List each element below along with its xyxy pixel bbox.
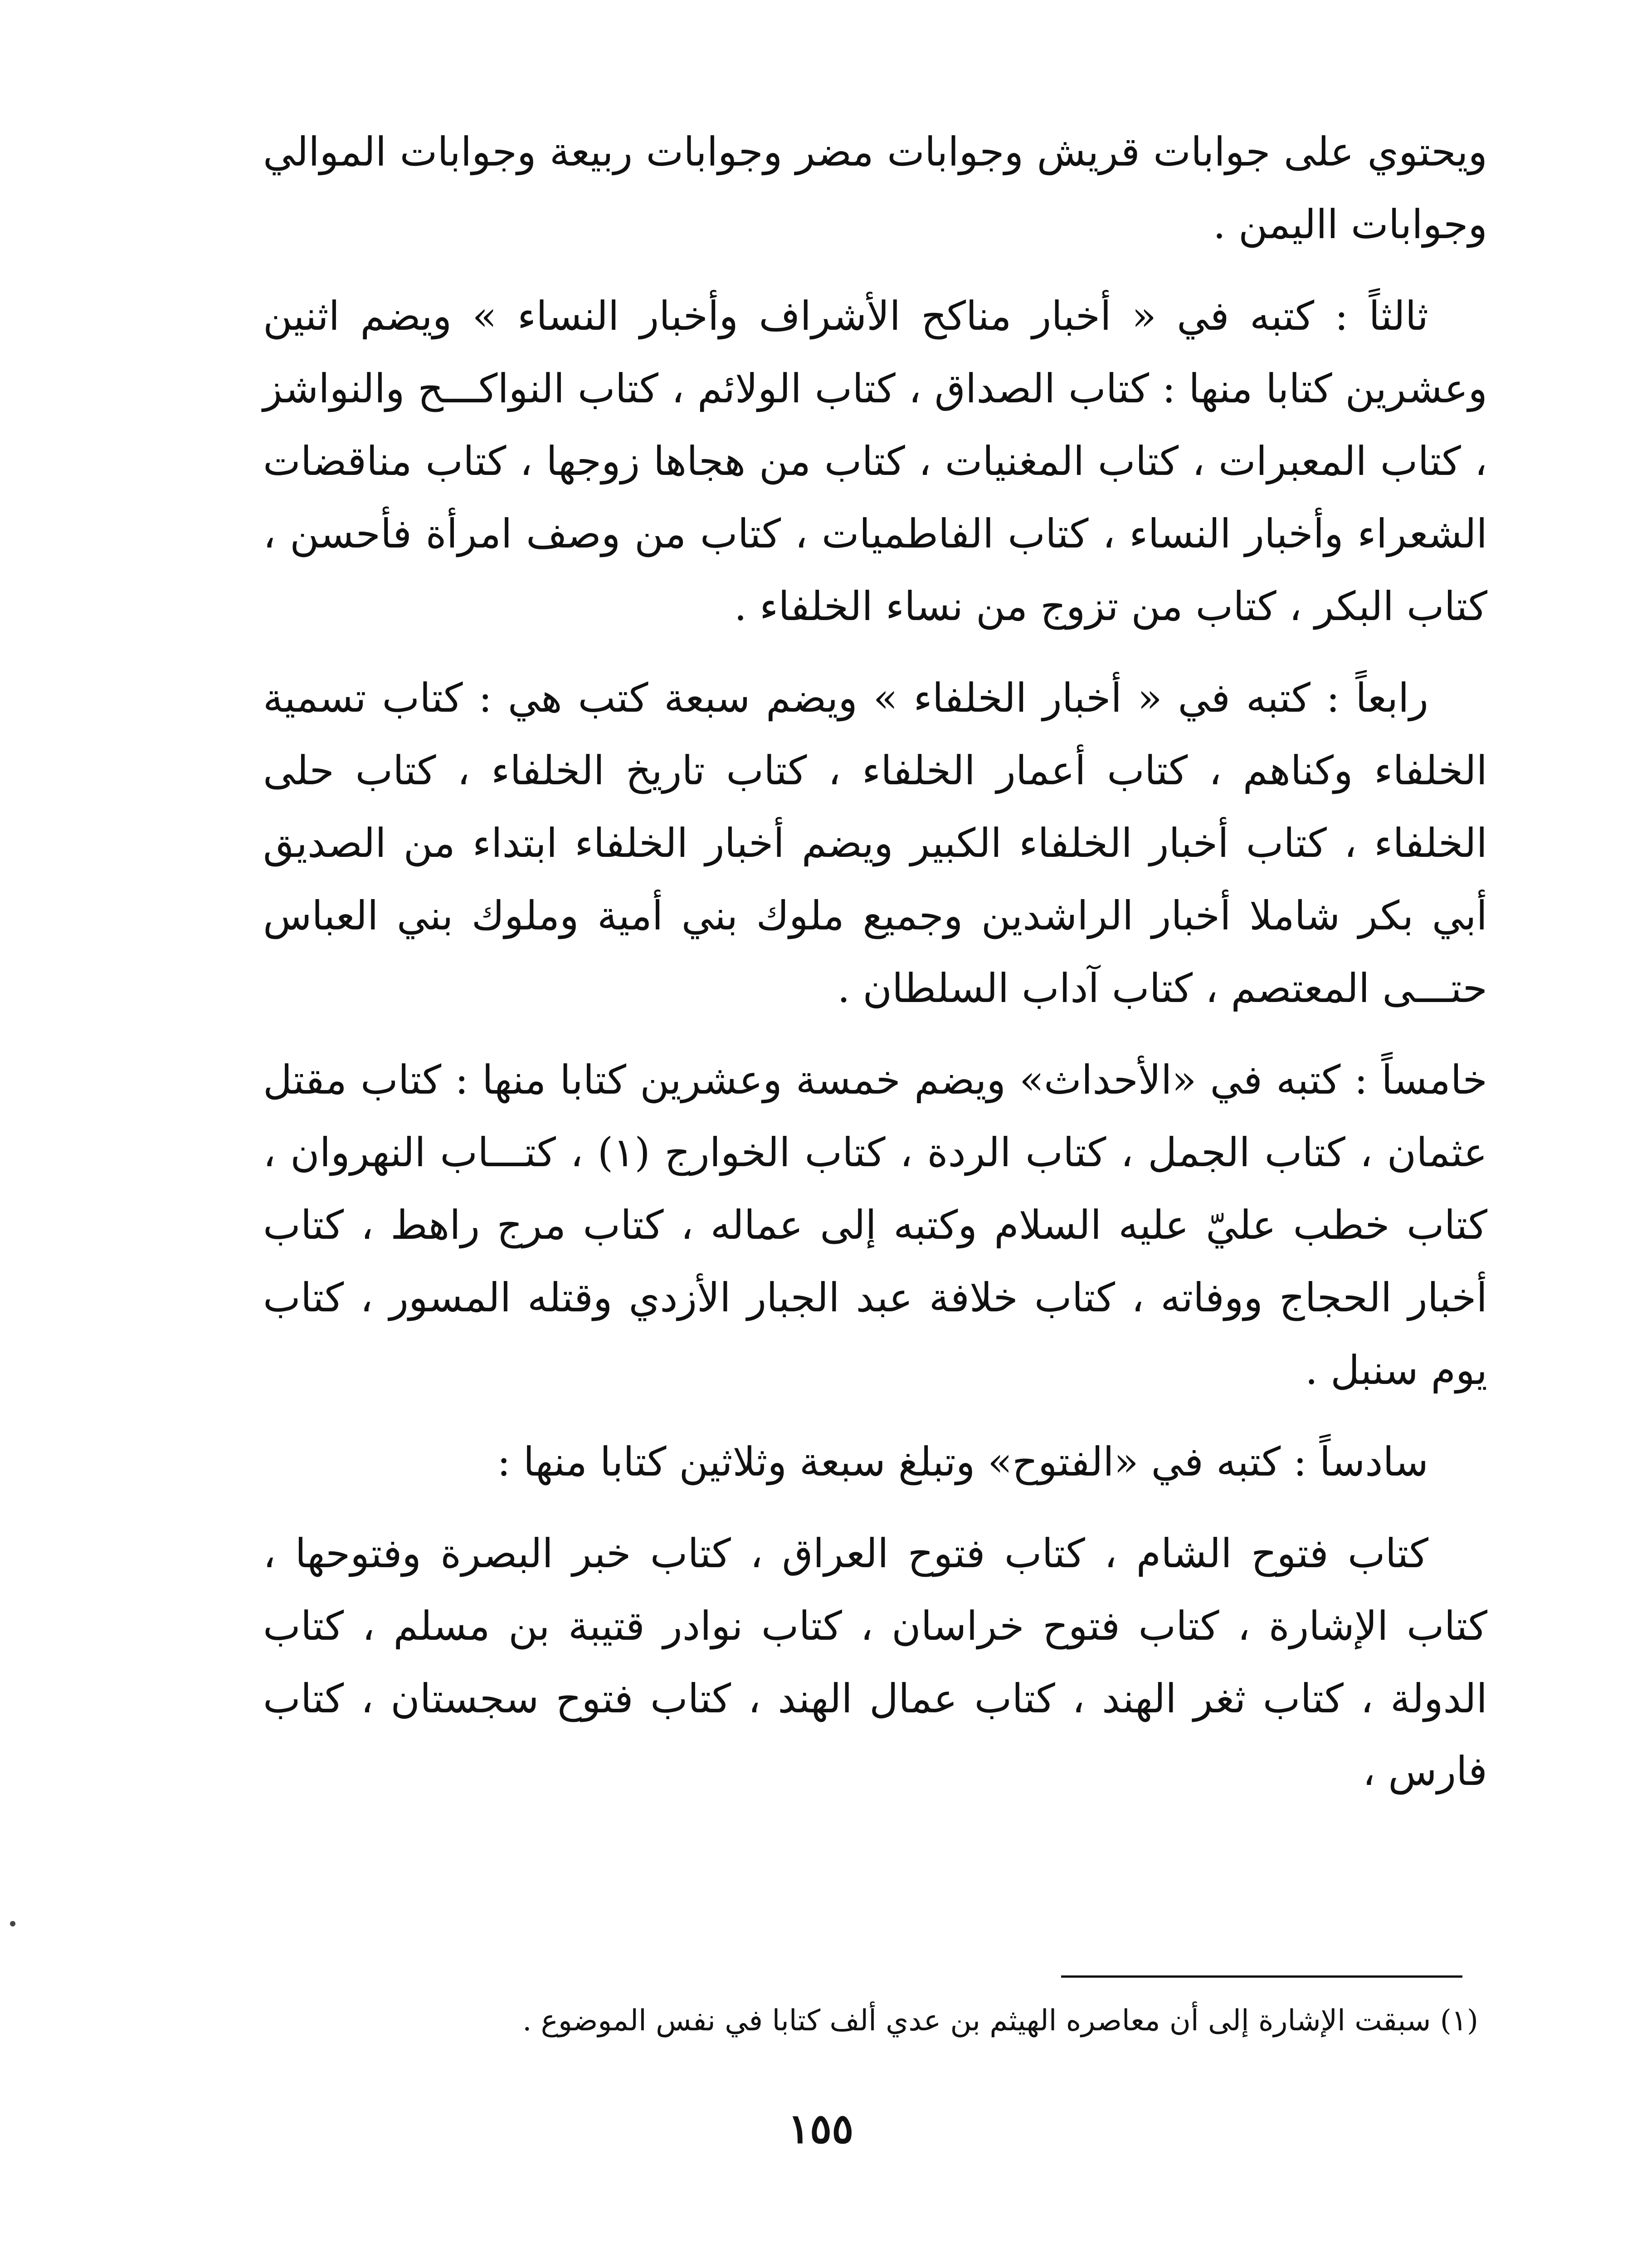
paragraph-conquests-list: كتاب فتوح الشام ، كتاب فتوح العراق ، كتاب خبر البصرة وفتوحها ، كتاب الإشارة ، كتاب فتوح خراسان ، كتاب نوادر قتيبة بن مسلم ، كتاب الدولة ، كتاب ثغر الهند ، كتاب عمال الهند ، كتاب فتوح سجستان ، كتاب فارس ، [263, 1530, 1487, 1794]
main-text-column [263, 116, 1487, 1827]
scan-speck [10, 1921, 15, 1926]
paragraph-intro-continuation: ويحتوي على جوابات قريش وجوابات مضر وجوابات ربيعة وجوابات الموالي وجوابات االيمن . [263, 128, 1487, 248]
paragraph-sixth-section-heading: سادساً : كتبه في «الفتوح» وتبلغ سبعة وثلاثين كتابا منها : [497, 1438, 1428, 1485]
footnote-divider [1061, 1975, 1462, 1978]
paragraph-fourth-section: رابعاً : كتبه في « أخبار الخلفاء » ويضم سبعة كتب هي : كتاب تسمية الخلفاء وكناهم ، كتاب أعمار الخلفاء ، كتاب تاريخ الخلفاء ، كتاب حلى الخلفاء ، كتاب أخبار الخلفاء الكبير ويضم أخبار الخلفاء ابتداء من الصديق أبي بكر شاملا أخبار الراشدين وجميع ملوك بني أمية وملوك بني العباس حتـــى المعتصم ، كتاب آداب السلطان . [263, 675, 1488, 1012]
paragraph-third-section: ثالثاً : كتبه في « أخبار مناكح الأشراف وأخبار النساء » ويضم اثنين وعشرين كتابا منها : كتاب الصداق ، كتاب الولائم ، كتاب النواكـــح والنواشز ، كتاب المعبرات ، كتاب المغنيات ، كتاب من هجاها زوجها ، كتاب مناقضات الشعراء وأخبار النساء ، كتاب الفاطميات ، كتاب من وصف امرأة فأحسن ، كتاب البكر ، كتاب من تزوج من نساء الخلفاء . [263, 293, 1487, 630]
paragraph-fifth-section: خامساً : كتبه في «الأحداث» ويضم خمسة وعشرين كتابا منها : كتاب مقتل عثمان ، كتاب الجمل ، كتاب الردة ، كتاب الخوارج (١) ، كتـــاب النهروان ، كتاب خطب عليّ عليه السلام وكتبه إلى عماله ، كتاب مرج راهط ، كتاب أخبار الحجاج ووفاته ، كتاب خلافة عبد الجبار الأزدي وقتله المسور ، كتاب يوم سنبل . [263, 1056, 1487, 1393]
page-number: ١٥٥ [788, 2105, 854, 2153]
footnote: (١) سبقت الإشارة إلى أن معاصره الهيثم بن عدي ألف كتابا في نفس الموضوع . [522, 2004, 1478, 2038]
